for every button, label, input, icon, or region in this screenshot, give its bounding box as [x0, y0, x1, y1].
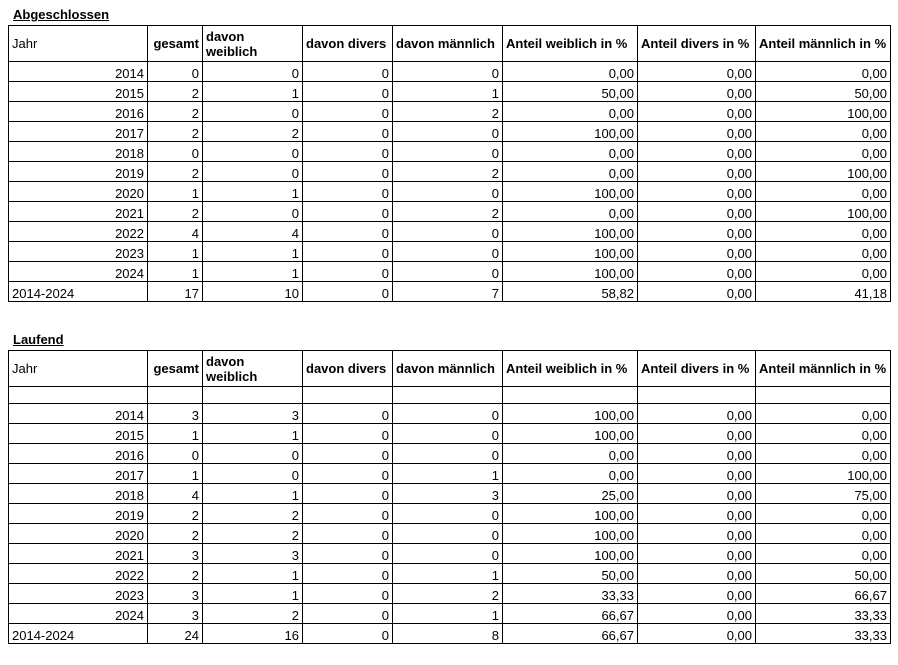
table-cell: 2 [393, 102, 503, 122]
table-cell: 0,00 [638, 62, 756, 82]
table-cell: 4 [148, 484, 203, 504]
table-cell: 0 [393, 142, 503, 162]
table-cell: 0,00 [638, 564, 756, 584]
table-cell: 0,00 [638, 444, 756, 464]
table-cell: 2016 [9, 102, 148, 122]
table-cell: 1 [203, 182, 303, 202]
table-row [9, 62, 891, 82]
table-cell: 0,00 [503, 202, 638, 222]
table-cell: 0 [148, 142, 203, 162]
table-cell: 0 [303, 122, 393, 142]
section-title-abgeschlossen: Abgeschlossen [13, 7, 110, 22]
table-cell: 0 [203, 162, 303, 182]
column-header: Anteil männlich in % [756, 26, 891, 62]
table-cell: 0 [393, 242, 503, 262]
table-cell: 0,00 [756, 262, 891, 282]
table-cell: 2 [148, 162, 203, 182]
table-cell: 0 [303, 484, 393, 504]
table-cell: 2017 [9, 122, 148, 142]
table-cell: 0 [303, 82, 393, 102]
table-cell: 4 [148, 222, 203, 242]
table-cell: 2022 [9, 222, 148, 242]
table-row [9, 202, 891, 222]
table-cell: 66,67 [503, 624, 638, 644]
table-cell: 1 [148, 424, 203, 444]
column-header: davon männlich [393, 351, 503, 387]
table-cell: 100,00 [503, 404, 638, 424]
table-cell: 75,00 [756, 484, 891, 504]
table-cell: 3 [148, 584, 203, 604]
table-cell: 2014-2024 [9, 624, 148, 644]
header-row [9, 26, 891, 62]
table-cell: 2 [148, 102, 203, 122]
table-cell: 0 [303, 424, 393, 444]
table-cell: 0 [303, 404, 393, 424]
table-row [9, 404, 891, 424]
total-row [9, 624, 891, 644]
table-cell: 0 [393, 524, 503, 544]
table-row [9, 262, 891, 282]
table-cell: 100,00 [503, 504, 638, 524]
table-cell: 0 [303, 62, 393, 82]
table-cell: 2 [393, 162, 503, 182]
table-cell: 0 [393, 222, 503, 242]
table-cell: 0 [303, 544, 393, 564]
table-cell: 33,33 [756, 624, 891, 644]
table-cell: 0 [393, 404, 503, 424]
table-cell: 1 [203, 262, 303, 282]
table-cell: 0,00 [756, 524, 891, 544]
header-row [9, 351, 891, 387]
table-cell: 0 [203, 464, 303, 484]
table-row [9, 464, 891, 484]
table-cell: 2022 [9, 564, 148, 584]
table-cell: 0,00 [638, 222, 756, 242]
table-cell: 2023 [9, 242, 148, 262]
table-cell: 0 [393, 424, 503, 444]
table-cell: 50,00 [503, 564, 638, 584]
blank-row [9, 387, 891, 404]
table-cell: 1 [203, 242, 303, 262]
table-cell: 2018 [9, 142, 148, 162]
table-cell: 7 [393, 282, 503, 302]
table-cell: 0,00 [638, 282, 756, 302]
table-cell: 2 [203, 122, 303, 142]
table-cell: 0,00 [638, 624, 756, 644]
table-cell: 0,00 [503, 142, 638, 162]
table-cell: 2021 [9, 202, 148, 222]
table-cell: 25,00 [503, 484, 638, 504]
table-cell: 3 [148, 544, 203, 564]
table-cell: 0 [203, 62, 303, 82]
column-header: Anteil weiblich in % [503, 26, 638, 62]
table-cell: 0 [303, 282, 393, 302]
table-cell: 0,00 [756, 544, 891, 564]
table-row [9, 142, 891, 162]
table-cell: 0,00 [638, 122, 756, 142]
table-cell: 0 [303, 162, 393, 182]
table-cell: 1 [393, 604, 503, 624]
table-cell: 1 [203, 584, 303, 604]
table-cell: 2 [203, 524, 303, 544]
table-cell: 24 [148, 624, 203, 644]
table-cell: 0 [393, 504, 503, 524]
table-cell: 0 [148, 444, 203, 464]
table-cell: 0 [393, 444, 503, 464]
table-cell: 4 [203, 222, 303, 242]
table-cell: 2024 [9, 604, 148, 624]
table-cell: 2017 [9, 464, 148, 484]
table-cell: 0,00 [756, 424, 891, 444]
table-cell: 50,00 [756, 564, 891, 584]
table-cell: 2019 [9, 162, 148, 182]
table-cell: 0,00 [503, 62, 638, 82]
table-cell: 0 [303, 142, 393, 162]
table-cell: 0 [303, 564, 393, 584]
table-cell: 0,00 [503, 162, 638, 182]
table-cell: 0,00 [638, 504, 756, 524]
table-cell: 0 [303, 584, 393, 604]
table-cell: 0,00 [503, 444, 638, 464]
table-cell: 0,00 [756, 62, 891, 82]
table-cell [203, 387, 303, 404]
table-cell: 0 [303, 504, 393, 524]
table-cell: 1 [203, 82, 303, 102]
table-cell: 16 [203, 624, 303, 644]
table-row [9, 424, 891, 444]
table-cell: 3 [203, 404, 303, 424]
column-header: Anteil weiblich in % [503, 351, 638, 387]
table-cell: 0 [303, 464, 393, 484]
table-cell [503, 387, 638, 404]
table-cell: 2019 [9, 504, 148, 524]
table-cell: 100,00 [503, 424, 638, 444]
table-cell: 0 [393, 262, 503, 282]
table-cell: 0 [393, 544, 503, 564]
table-cell: 100,00 [503, 182, 638, 202]
table-cell: 0,00 [638, 404, 756, 424]
table-cell: 1 [203, 564, 303, 584]
table-cell: 0,00 [638, 604, 756, 624]
table-cell: 3 [148, 604, 203, 624]
table-cell: 0 [393, 182, 503, 202]
table-cell: 0,00 [638, 584, 756, 604]
table-cell: 0 [393, 122, 503, 142]
table-cell: 0,00 [503, 102, 638, 122]
table-cell: 1 [203, 484, 303, 504]
table-cell: 2 [148, 524, 203, 544]
table-cell: 2 [148, 564, 203, 584]
table-row [9, 584, 891, 604]
table-cell: 2 [148, 122, 203, 142]
column-header: davon weiblich [203, 351, 303, 387]
table-cell: 100,00 [503, 122, 638, 142]
table-cell: 0,00 [638, 424, 756, 444]
table-cell: 0 [203, 102, 303, 122]
table-cell: 58,82 [503, 282, 638, 302]
table-cell: 100,00 [756, 464, 891, 484]
table-cell: 2014-2024 [9, 282, 148, 302]
table-cell: 2020 [9, 182, 148, 202]
table-cell: 0,00 [638, 82, 756, 102]
table-cell: 10 [203, 282, 303, 302]
table-cell: 100,00 [503, 262, 638, 282]
column-header: davon divers [303, 351, 393, 387]
table-cell: 2021 [9, 544, 148, 564]
table-cell: 100,00 [503, 222, 638, 242]
table-cell [303, 387, 393, 404]
table-row [9, 444, 891, 464]
table-cell: 0 [393, 62, 503, 82]
table-cell [756, 387, 891, 404]
table-cell: 0 [303, 222, 393, 242]
column-header: gesamt [148, 26, 203, 62]
table-cell: 2 [203, 604, 303, 624]
table-row [9, 604, 891, 624]
table-laufend [8, 350, 891, 644]
table-cell: 0,00 [638, 102, 756, 122]
table-cell: 0,00 [756, 444, 891, 464]
table-cell: 0,00 [638, 142, 756, 162]
table-cell: 2015 [9, 82, 148, 102]
table-row [9, 82, 891, 102]
table-cell: 41,18 [756, 282, 891, 302]
table-cell: 33,33 [503, 584, 638, 604]
table-cell: 50,00 [756, 82, 891, 102]
table-cell: 3 [393, 484, 503, 504]
table-cell [393, 387, 503, 404]
table-cell: 100,00 [503, 524, 638, 544]
table-cell: 100,00 [503, 242, 638, 262]
table-cell: 33,33 [756, 604, 891, 624]
table-cell: 0 [303, 624, 393, 644]
table-cell: 2 [393, 202, 503, 222]
column-header: Anteil divers in % [638, 26, 756, 62]
table-row [9, 544, 891, 564]
table-cell: 2014 [9, 62, 148, 82]
table-cell: 0 [203, 202, 303, 222]
table-cell: 1 [203, 424, 303, 444]
table-cell: 1 [148, 182, 203, 202]
table-cell: 1 [148, 464, 203, 484]
table-cell: 66,67 [503, 604, 638, 624]
table-cell: 0,00 [638, 464, 756, 484]
column-header: Jahr [9, 26, 148, 62]
table-cell: 0 [303, 262, 393, 282]
table-cell: 0,00 [638, 242, 756, 262]
table-cell: 1 [393, 564, 503, 584]
table-cell [638, 387, 756, 404]
table-cell: 0,00 [638, 484, 756, 504]
table-cell: 2 [203, 504, 303, 524]
table-cell: 0,00 [756, 182, 891, 202]
table-cell: 8 [393, 624, 503, 644]
table-cell: 2 [393, 584, 503, 604]
table-cell: 0 [203, 444, 303, 464]
table-cell: 0 [303, 604, 393, 624]
table-cell: 0,00 [756, 404, 891, 424]
table-row [9, 564, 891, 584]
table-cell: 0,00 [756, 504, 891, 524]
table-row [9, 504, 891, 524]
table-cell: 0 [303, 182, 393, 202]
table-abgeschlossen [8, 25, 891, 302]
table-cell: 1 [148, 242, 203, 262]
total-row [9, 282, 891, 302]
table-cell: 0,00 [638, 262, 756, 282]
column-header: davon männlich [393, 26, 503, 62]
table-cell: 100,00 [756, 202, 891, 222]
table-cell: 0,00 [756, 122, 891, 142]
table-cell: 100,00 [756, 102, 891, 122]
table-cell: 0,00 [756, 242, 891, 262]
table-row [9, 524, 891, 544]
table-cell: 0,00 [638, 162, 756, 182]
table-cell: 0 [303, 202, 393, 222]
table-row [9, 102, 891, 122]
table-cell: 1 [393, 82, 503, 102]
table-cell [9, 387, 148, 404]
table-cell: 2024 [9, 262, 148, 282]
table-cell: 3 [203, 544, 303, 564]
table-cell: 3 [148, 404, 203, 424]
table-cell: 0 [303, 444, 393, 464]
table-cell: 50,00 [503, 82, 638, 102]
table-cell: 100,00 [756, 162, 891, 182]
table-cell: 0 [148, 62, 203, 82]
table-cell: 66,67 [756, 584, 891, 604]
column-header: davon divers [303, 26, 393, 62]
table-row [9, 122, 891, 142]
column-header: gesamt [148, 351, 203, 387]
table-cell: 2 [148, 202, 203, 222]
table-cell: 0,00 [756, 222, 891, 242]
table-cell: 0,00 [638, 202, 756, 222]
table-cell: 17 [148, 282, 203, 302]
table-cell: 2015 [9, 424, 148, 444]
table-cell: 0,00 [503, 464, 638, 484]
column-header: Anteil männlich in % [756, 351, 891, 387]
table-cell: 0 [303, 102, 393, 122]
column-header: davon weiblich [203, 26, 303, 62]
table-row [9, 182, 891, 202]
table-cell: 1 [148, 262, 203, 282]
table-row [9, 484, 891, 504]
table-cell: 1 [393, 464, 503, 484]
table-cell: 2023 [9, 584, 148, 604]
table-cell: 0 [303, 242, 393, 262]
table-cell: 0,00 [638, 544, 756, 564]
table-cell: 0 [203, 142, 303, 162]
table-cell: 0,00 [638, 182, 756, 202]
table-row [9, 242, 891, 262]
table-row [9, 162, 891, 182]
column-header: Jahr [9, 351, 148, 387]
table-cell: 0,00 [638, 524, 756, 544]
table-cell: 2016 [9, 444, 148, 464]
table-cell: 2 [148, 82, 203, 102]
table-cell: 2014 [9, 404, 148, 424]
section-title-laufend: Laufend [13, 332, 64, 347]
table-cell: 2020 [9, 524, 148, 544]
table-cell: 2 [148, 504, 203, 524]
table-cell: 2018 [9, 484, 148, 504]
table-cell: 0 [303, 524, 393, 544]
table-cell [148, 387, 203, 404]
table-cell: 100,00 [503, 544, 638, 564]
table-cell: 0,00 [756, 142, 891, 162]
column-header: Anteil divers in % [638, 351, 756, 387]
table-row [9, 222, 891, 242]
